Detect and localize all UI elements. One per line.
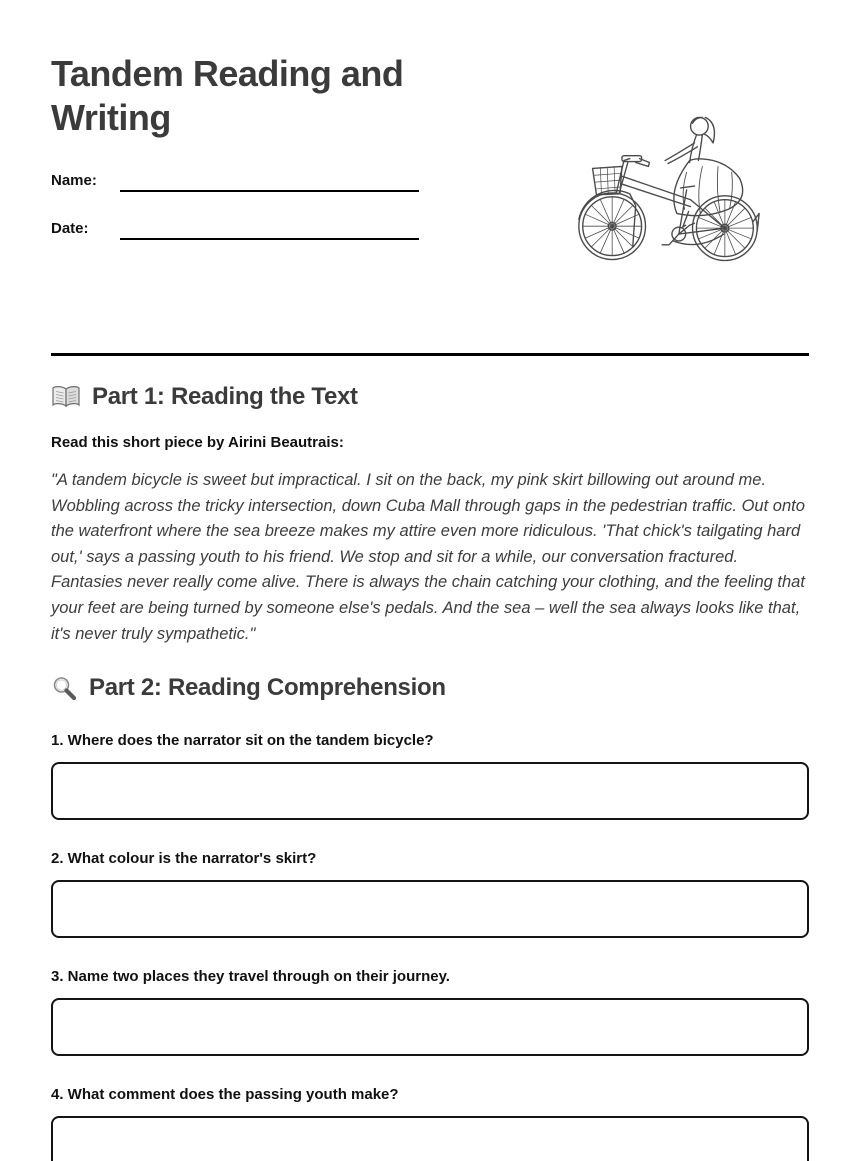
name-label: Name:	[51, 172, 97, 189]
header	[51, 52, 809, 276]
header-left	[51, 52, 571, 262]
question-3-label: 3. Name two places they travel through on their journey.	[51, 968, 450, 986]
reading-passage: "A tandem bicycle is sweet but impractical. I sit on the back, my pink skirt billowing out around me. Wobbling across the tricky intersection, down Cuba Mall through gaps in the pedestrian traffic. Out onto the waterfront where the sea breeze makes my attire even more ridiculous. 'That chick's tailgating hard out,' says a passing youth to his friend. We stop and sit for a while, our conversation fractured. Fantasies never really come alive. There is always the chain catching your clothing, and the feeling that your feet are being turned by someone else's pedals. And the sea – well the sea always looks like that, it's never truly sympathetic."	[51, 471, 805, 643]
part2-heading	[51, 674, 809, 702]
question-2-label: 2. What colour is the narrator's skirt?	[51, 850, 317, 868]
name-input[interactable]	[120, 168, 419, 192]
answer-box-3[interactable]	[51, 998, 809, 1056]
part1-heading	[51, 383, 809, 411]
question-3	[51, 968, 809, 1056]
magnifier-icon	[51, 675, 78, 702]
date-field-row	[51, 214, 571, 240]
name-field-row	[51, 166, 571, 192]
question-4-label: 4. What comment does the passing youth make?	[51, 1086, 399, 1104]
answer-box-1[interactable]	[51, 762, 809, 820]
question-1-label: 1. Where does the narrator sit on the tandem bicycle?	[51, 732, 434, 750]
part1-instruction: Read this short piece by Airini Beautrais:	[51, 434, 344, 451]
woman-with-bicycle-illustration	[571, 103, 767, 276]
date-label: Date:	[51, 220, 89, 237]
answer-box-4[interactable]	[51, 1116, 809, 1161]
part1-heading-text: Part 1: Reading the Text	[92, 383, 358, 410]
section-divider	[51, 353, 809, 356]
page-title: Tandem Reading and Writing	[51, 53, 404, 138]
part2-heading-text: Part 2: Reading Comprehension	[89, 674, 446, 702]
open-book-icon	[51, 385, 81, 410]
question-1	[51, 732, 809, 820]
question-2	[51, 850, 809, 938]
date-input[interactable]	[120, 216, 419, 240]
answer-box-2[interactable]	[51, 880, 809, 938]
question-4	[51, 1086, 809, 1161]
